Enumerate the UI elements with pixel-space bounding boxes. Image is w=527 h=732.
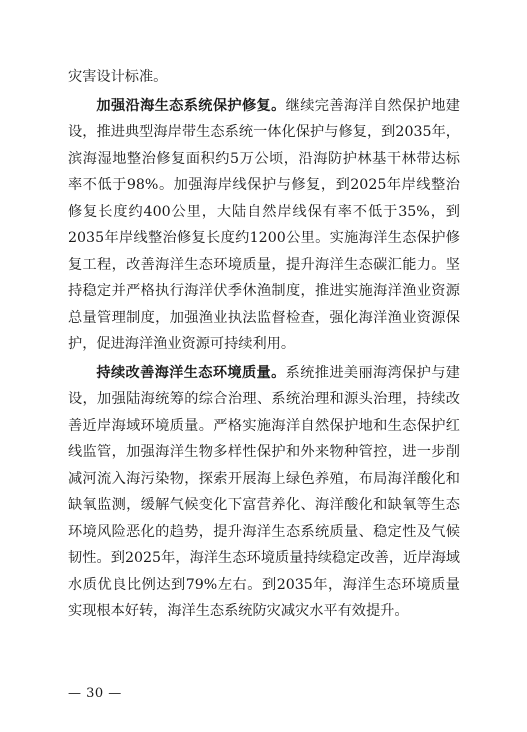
paragraph-continuation bbox=[68, 64, 460, 91]
document-body bbox=[68, 64, 460, 625]
paragraph-text: 灾害设计标准。 bbox=[68, 69, 168, 85]
paragraph-marine-environment bbox=[68, 360, 460, 625]
paragraph-heading: 加强沿海生态系统保护修复。 bbox=[96, 97, 286, 114]
paragraph-heading: 持续改善海洋生态环境质量。 bbox=[96, 364, 286, 381]
paragraph-text: 继续完善海洋自然保护地建设，推进典型海岸带生态系统一体化保护与修复，到2035年，滨海湿地整治修复面积约5万公顷，沿海防护林基干林带达标率不低于98%。加强海岸线保护与修复，到2025年岸线整治修复长度约400公里，大陆自然岸线保有率不低于35%，到2035年岸线整治修复长度约1200公里。实施海洋生态保护修复工程，改善海洋生态环境质量，提升海洋生态碳汇能力。坚持稳定并严格执行海洋伏季休渔制度，推进实施海洋渔业资源总量管理制度，加强渔业执法监督检查，强化海洋渔业资源保护，促进海洋渔业资源可持续利用。 bbox=[68, 97, 460, 352]
paragraph-text: 系统推进美丽海湾保护与建设，加强陆海统筹的综合治理、系统治理和源头治理，持续改善近岸海域环境质量。严格实施海洋自然保护地和生态保护红线监管，加强海洋生物多样性保护和外来物种管控，进一步削减河流入海污染物，探索开展海上绿色养殖，布局海洋酸化和缺氧监测，缓解气候变化下富营养化、海洋酸化和缺氧等生态环境风险恶化的趋势，提升海洋生态系统质量、稳定性及气候韧性。到2025年，海洋生态环境质量持续稳定改善，近岸海域水质优良比例达到79%左右。到2035年，海洋生态环境质量实现根本好转，海洋生态系统防灾减灾水平有效提升。 bbox=[68, 364, 460, 619]
paragraph-coastal-ecosystem bbox=[68, 93, 460, 358]
page-number: — 30 — bbox=[68, 686, 122, 701]
